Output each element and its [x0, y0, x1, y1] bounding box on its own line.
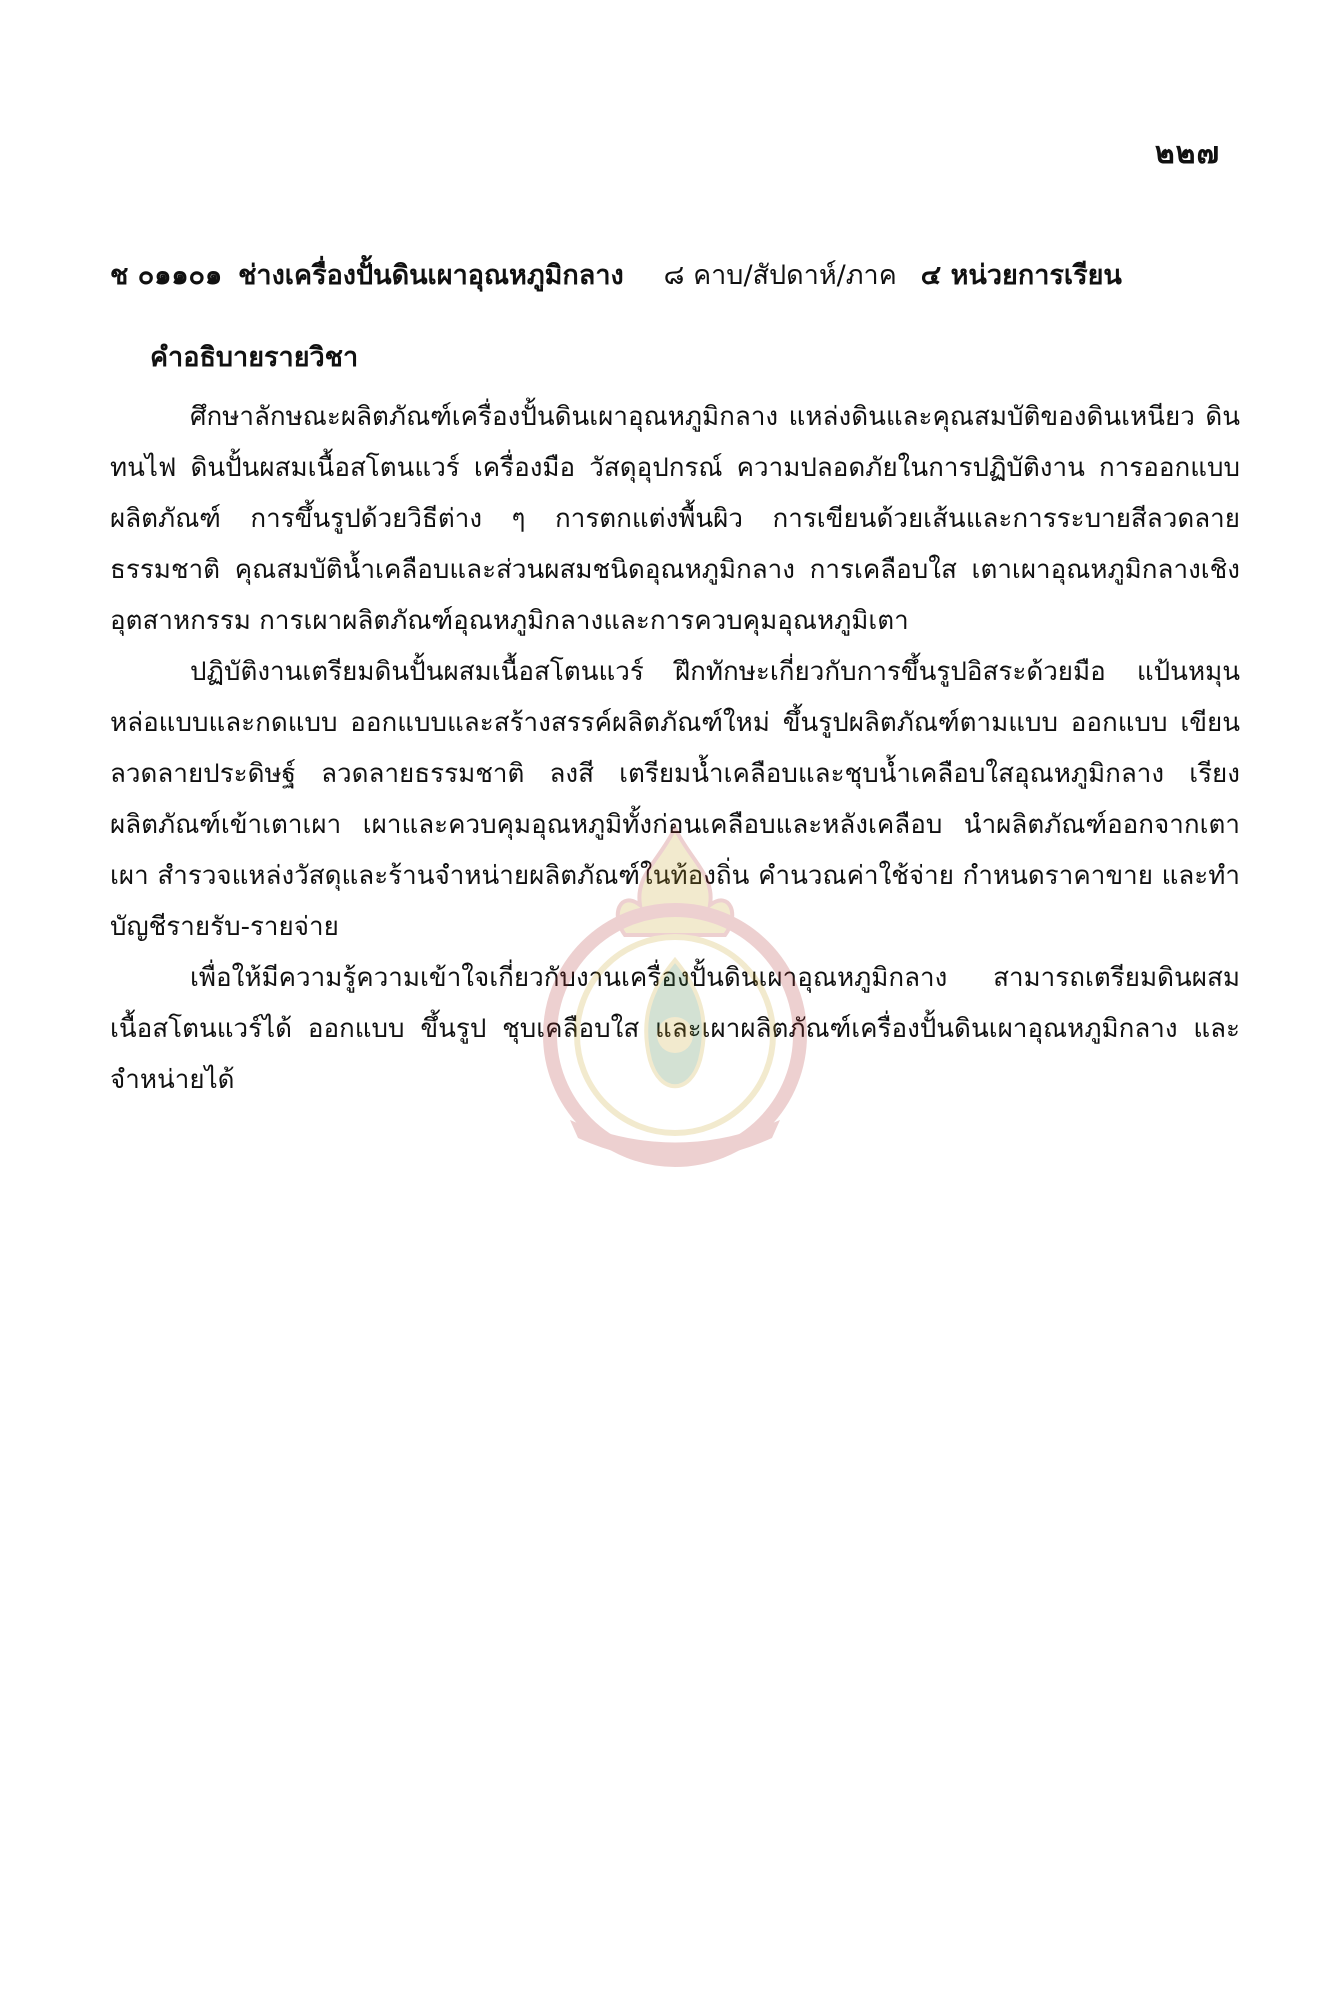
section-title: คำอธิบายรายวิชา: [150, 342, 359, 373]
course-description: [110, 392, 1240, 1106]
description-paragraph: เพื่อให้มีความรู้ความเข้าใจเกี่ยวกับงานเครื่องปั้นดินเผาอุณหภูมิกลาง สามารถเตรียมดินผสมเนื้อสโตนแวร์ได้ ออกแบบ ขึ้นรูป ชุบเคลือบใส และเผาผลิตภัณฑ์เครื่องปั้นดินเผาอุณหภูมิกลาง และจำหน่ายได้: [110, 963, 1240, 1095]
description-paragraph: ศึกษาลักษณะผลิตภัณฑ์เครื่องปั้นดินเผาอุณหภูมิกลาง แหล่งดินและคุณสมบัติของดินเหนียว ดินทนไฟ ดินปั้นผสมเนื้อสโตนแวร์ เครื่องมือ วัสดุอุปกรณ์ ความปลอดภัยในการปฏิบัติงาน การออกแบบผลิตภัณฑ์ การขึ้นรูปด้วยวิธีต่าง ๆ การตกแต่งพื้นผิว การเขียนด้วยเส้นและการระบายสีลวดลายธรรมชาติ คุณสมบัติน้ำเคลือบและส่วนผสมชนิดอุณหภูมิกลาง การเคลือบใส เตาเผาอุณหภูมิกลางเชิงอุตสาหกรรม การเผาผลิตภัณฑ์อุณหภูมิกลางและการควบคุมอุณหภูมิเตา: [110, 402, 1240, 636]
page-number: ๒๒๗: [1154, 136, 1220, 171]
description-paragraph: ปฏิบัติงานเตรียมดินปั้นผสมเนื้อสโตนแวร์ ฝึกทักษะเกี่ยวกับการขึ้นรูปอิสระด้วยมือ แป้นหมุน หล่อแบบและกดแบบ ออกแบบและสร้างสรรค์ผลิตภัณฑ์ใหม่ ขึ้นรูปผลิตภัณฑ์ตามแบบ ออกแบบ เขียนลวดลายประดิษฐ์ ลวดลายธรรมชาติ ลงสี เตรียมน้ำเคลือบและชุบน้ำเคลือบใสอุณหภูมิกลาง เรียงผลิตภัณฑ์เข้าเตาเผา เผาและควบคุมอุณหภูมิทั้งก่อนเคลือบและหลังเคลือบ นำผลิตภัณฑ์ออกจากเตาเผา สำรวจแหล่งวัสดุและร้านจำหน่ายผลิตภัณฑ์ในท้องถิ่น คำนวณค่าใช้จ่าย กำหนดราคาขาย และทำบัญชีรายรับ-รายจ่าย: [110, 657, 1240, 942]
seal-ribbon: [570, 1120, 780, 1160]
course-header: [110, 253, 1190, 296]
course-name: ช่างเครื่องปั้นดินเผาอุณหภูมิกลาง: [238, 260, 624, 291]
course-credits: ๔ หน่วยการเรียน: [920, 260, 1122, 291]
course-code: ช ๐๑๑๐๑: [110, 260, 223, 291]
course-hours: ๘ คาบ/สัปดาห์/ภาค: [663, 260, 897, 291]
